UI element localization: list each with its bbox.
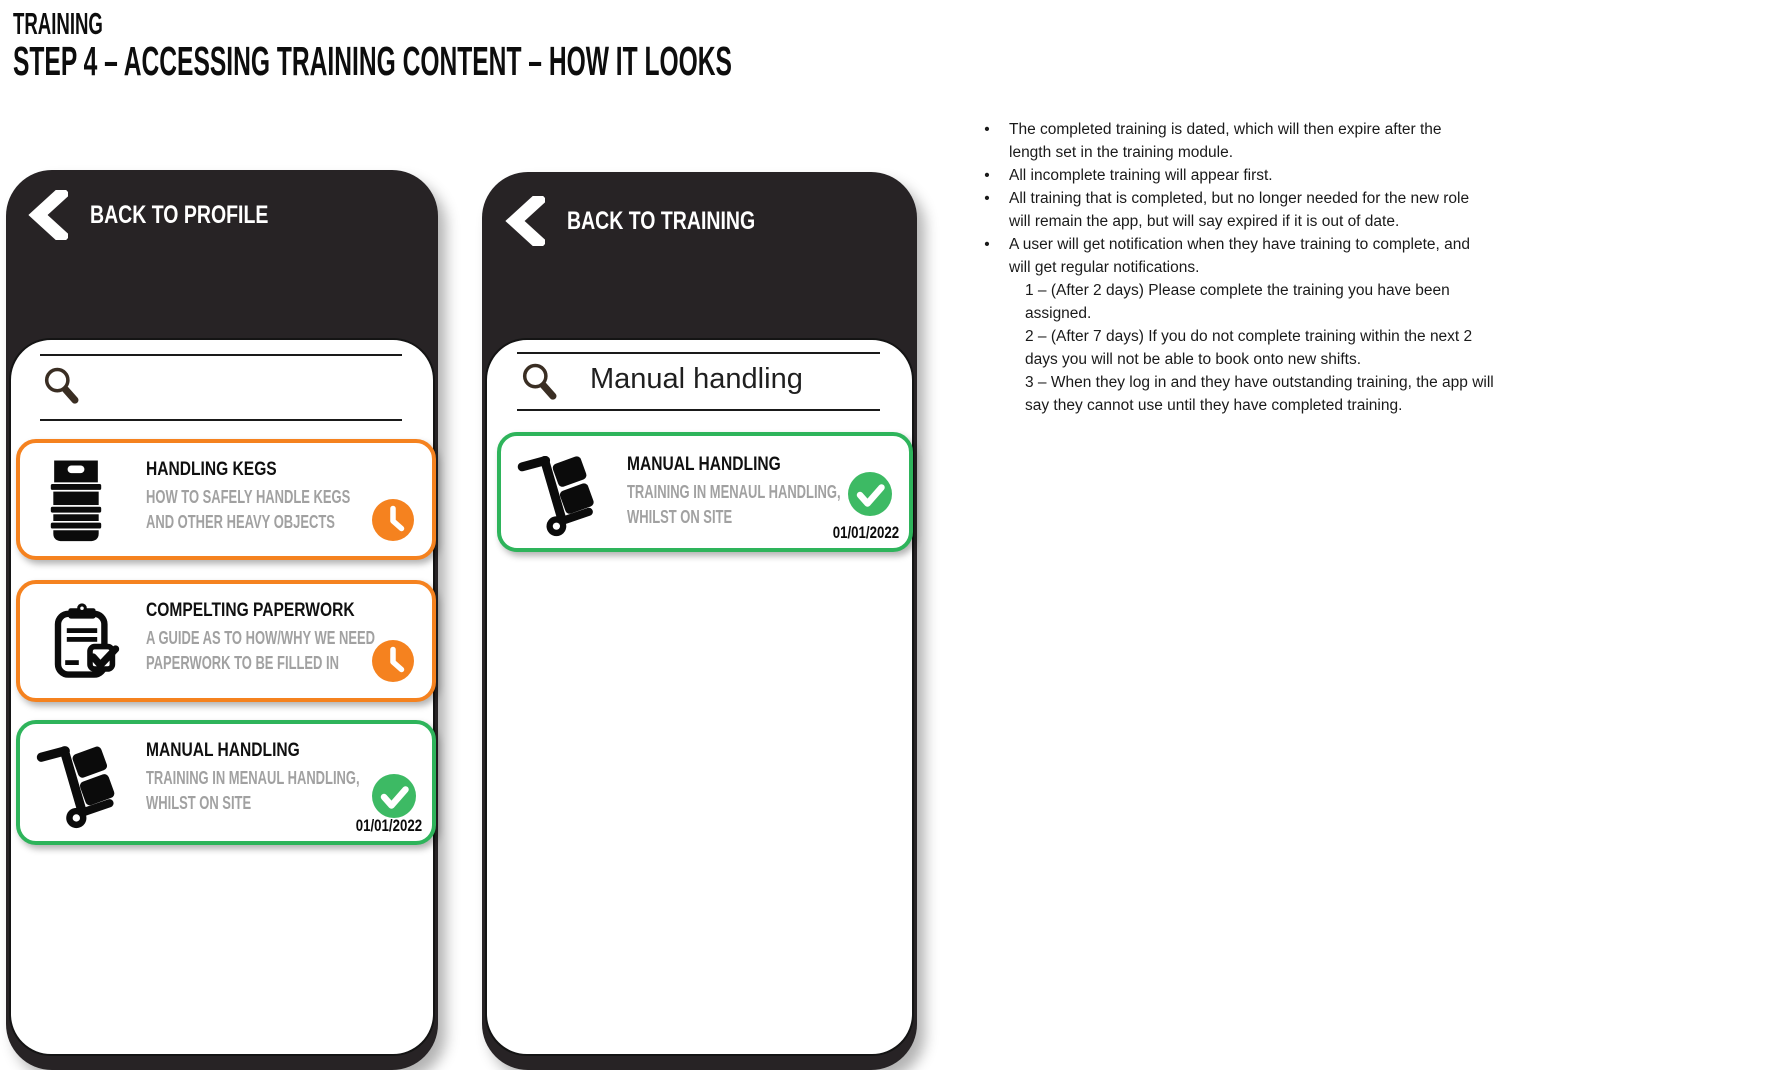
search-input[interactable] <box>111 364 381 408</box>
card-desc-line2: PAPERWORK TO BE FILLED IN <box>146 653 339 673</box>
slide-title-line2: STEP 4 – ACCESSING TRAINING CONTENT – HOW IT LOOKS <box>13 38 732 84</box>
search-input[interactable] <box>590 356 870 402</box>
phone-search-panel <box>485 338 914 1056</box>
phone-search-header <box>482 172 917 342</box>
note-text: All training that is completed, but no longer needed for the new role will remain the app, but will say expired if it is out of date. <box>1009 190 1470 230</box>
card-desc-line1: TRAINING IN MENAUL HANDLING, <box>627 482 841 502</box>
phone-search-screen <box>482 172 917 1070</box>
search-divider-bottom <box>517 409 880 411</box>
bullet-marker: • <box>984 121 990 138</box>
completion-date: 01/01/2022 <box>355 816 422 835</box>
clipboard-icon <box>42 599 122 683</box>
check-status-icon <box>848 472 892 516</box>
back-to-profile-label: BACK TO PROFILE <box>90 200 269 229</box>
note-bullet <box>965 118 1505 164</box>
card-desc-line2: WHILST ON SITE <box>627 507 733 527</box>
training-card-manual-handling[interactable] <box>16 720 436 845</box>
slide-title <box>13 8 1211 82</box>
card-desc-line2: WHILST ON SITE <box>146 793 252 813</box>
card-desc-line1: A GUIDE AS TO HOW/WHY WE NEED <box>146 628 375 648</box>
search-divider-bottom <box>40 419 402 421</box>
bullet-marker: • <box>984 167 990 184</box>
slide-title-line1: TRAINING <box>13 6 103 41</box>
note-sub-items <box>1009 279 1505 417</box>
bullet-marker: • <box>984 236 990 253</box>
training-card-completing-paperwork[interactable] <box>16 580 436 702</box>
card-title: MANUAL HANDLING <box>146 740 300 761</box>
search-divider-top <box>517 352 880 354</box>
check-status-icon <box>372 774 416 818</box>
training-card-handling-kegs[interactable] <box>16 439 436 560</box>
card-title: HANDLING KEGS <box>146 459 277 480</box>
back-to-profile-button[interactable] <box>28 190 319 240</box>
card-title: COMPELTING PAPERWORK <box>146 600 355 621</box>
clock-status-icon <box>372 499 414 541</box>
note-bullet <box>965 164 1505 187</box>
back-to-training-button[interactable] <box>505 196 808 246</box>
note-sub-item: 2 – (After 7 days) If you do not complete training within the next 2 days you will not be able to book onto new shifts. <box>1025 328 1473 368</box>
back-chevron-icon <box>505 196 545 246</box>
card-title: MANUAL HANDLING <box>627 454 781 475</box>
note-sub-item: 1 – (After 2 days) Please complete the training you have been assigned. <box>1025 282 1450 322</box>
bullet-marker: • <box>984 190 990 207</box>
note-text: The completed training is dated, which will then expire after the length set in the training module. <box>1009 121 1442 161</box>
back-chevron-icon <box>28 190 68 240</box>
phone-profile-screen <box>6 170 438 1070</box>
note-bullet <box>965 187 1505 233</box>
search-divider-top <box>40 354 402 356</box>
clock-status-icon <box>372 640 414 682</box>
back-to-training-label: BACK TO TRAINING <box>567 206 756 235</box>
card-desc-line2: AND OTHER HEAVY OBJECTS <box>146 512 335 532</box>
completion-date: 01/01/2022 <box>832 523 899 542</box>
search-icon <box>520 362 560 402</box>
search-icon <box>42 366 82 406</box>
note-sub-item: 3 – When they log in and they have outstanding training, the app will say they cannot use until they have completed training. <box>1025 374 1494 414</box>
note-text: A user will get notification when they have training to complete, and will get regular notifications. <box>1009 236 1470 276</box>
phone-profile-panel <box>9 338 435 1056</box>
card-desc-line1: TRAINING IN MENAUL HANDLING, <box>146 768 360 788</box>
keg-icon <box>42 458 110 542</box>
training-card-manual-handling[interactable] <box>497 432 913 552</box>
card-desc-line1: HOW TO SAFELY HANDLE KEGS <box>146 487 351 507</box>
note-bullet <box>965 233 1505 279</box>
hand-truck-icon <box>34 737 126 829</box>
note-text: All incomplete training will appear first. <box>1009 167 1273 184</box>
notes-panel <box>965 118 1505 417</box>
hand-truck-icon <box>515 447 605 537</box>
phone-profile-header <box>6 170 438 340</box>
